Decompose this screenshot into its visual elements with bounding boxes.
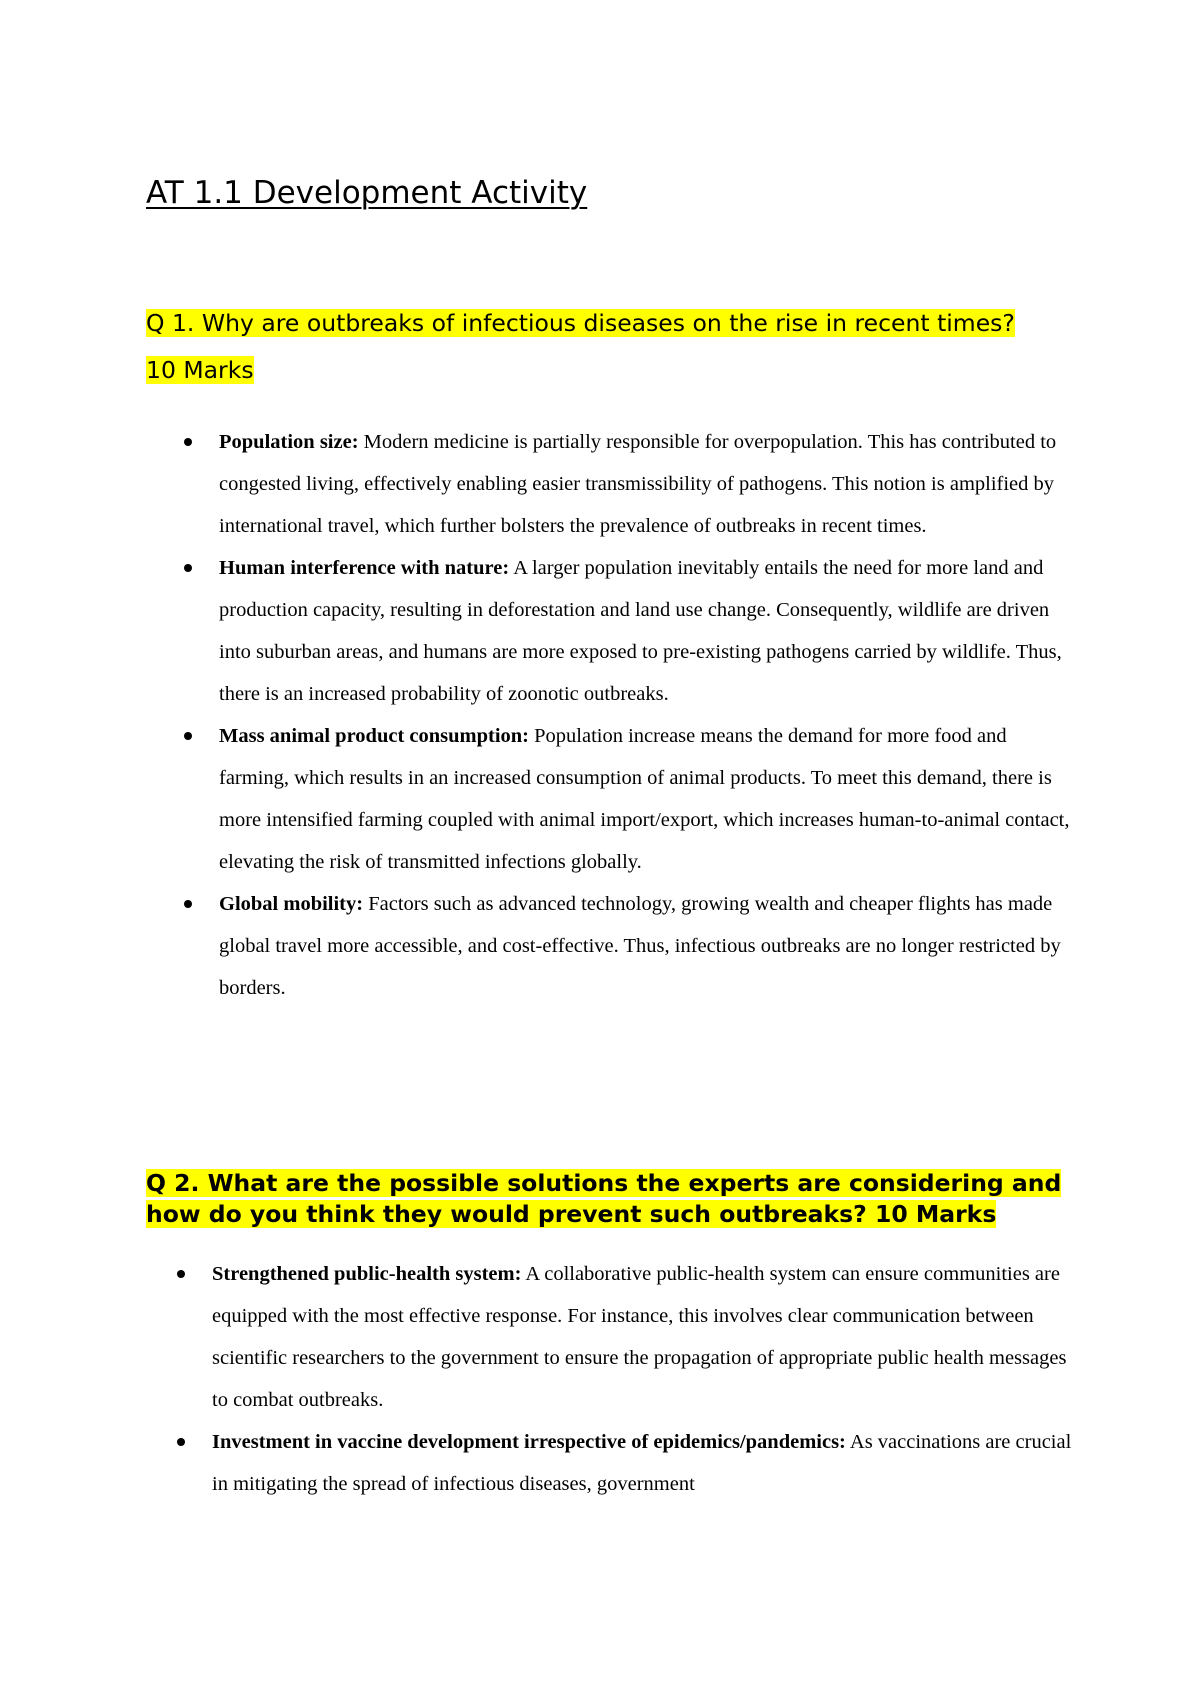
question-2-highlight [146,1169,1061,1228]
list-item-text: Modern medicine is partially responsible for overpopulation. This has contributed to congested living, effectively enabling easier transmissibility of pathogens. This notion is amplified by international travel, which further bolsters the prevalence of outbreaks in recent times. [219,431,1057,537]
list-item-term: Human interference with nature: [219,557,510,579]
question-1-marks: 10 Marks [146,356,254,384]
question-2-answer-list [212,1253,1078,1505]
list-item [212,1253,1078,1421]
list-item-text: Factors such as advanced technology, growing wealth and cheaper flights has made global travel more accessible, and cost-effective. Thus, infectious outbreaks are no longer restricted by borders. [219,893,1061,999]
bullet-icon [177,1270,185,1278]
list-item-text: Population increase means the demand for more food and farming, which results in an increased consumption of animal products. To meet this demand, there is more intensified farming coupled with animal import/export, which increases human-to-animal contact, elevating the risk of transmitted infections globally. [219,725,1070,873]
bullet-icon [184,900,192,908]
list-item-term: Strengthened public-health system: [212,1263,522,1285]
list-item [219,883,1079,1009]
bullet-icon [184,732,192,740]
list-item-term: Global mobility: [219,893,364,915]
list-item-text: A collaborative public-health system can ensure communities are equipped with the most effective response. For instance, this involves clear communication between scientific researchers to the government to ensure the propagation of appropriate public health messages to combat outbreaks. [212,1263,1067,1411]
list-item-term: Population size: [219,431,359,453]
list-item [212,1421,1078,1505]
list-item-term: Investment in vaccine development irrespective of epidemics/pandemics: [212,1431,846,1453]
question-2-heading [146,1168,1066,1230]
bullet-icon [184,564,192,572]
list-item-text: A larger population inevitably entails the need for more land and production capacity, resulting in deforestation and land use change. Consequently, wildlife are driven into suburban areas, and humans are more exposed to pre-existing pathogens carried by wildlife. Thus, there is an increased probability of zoonotic outbreaks. [219,557,1062,705]
list-item [219,715,1079,883]
list-item [219,421,1079,547]
question-2-marks: 10 Marks [874,1200,997,1228]
question-2-text: What are the possible solutions the experts are considering and how do you think they would prevent such outbreaks? [146,1169,1062,1228]
question-1-highlight [146,309,1015,384]
question-1-heading [146,300,1066,394]
list-item-text: As vaccinations are crucial in mitigating the spread of infectious diseases, government [212,1431,1072,1495]
question-1-label: Q 1. [146,309,195,337]
bullet-icon [177,1438,185,1446]
list-item [219,547,1079,715]
list-item-term: Mass animal product consumption: [219,725,530,747]
question-1-answer-list [219,421,1079,1009]
question-1-text: Why are outbreaks of infectious diseases on the rise in recent times? [201,309,1015,337]
question-2-label: Q 2. [146,1169,200,1197]
bullet-icon [184,438,192,446]
document-title: AT 1.1 Development Activity [146,175,588,211]
